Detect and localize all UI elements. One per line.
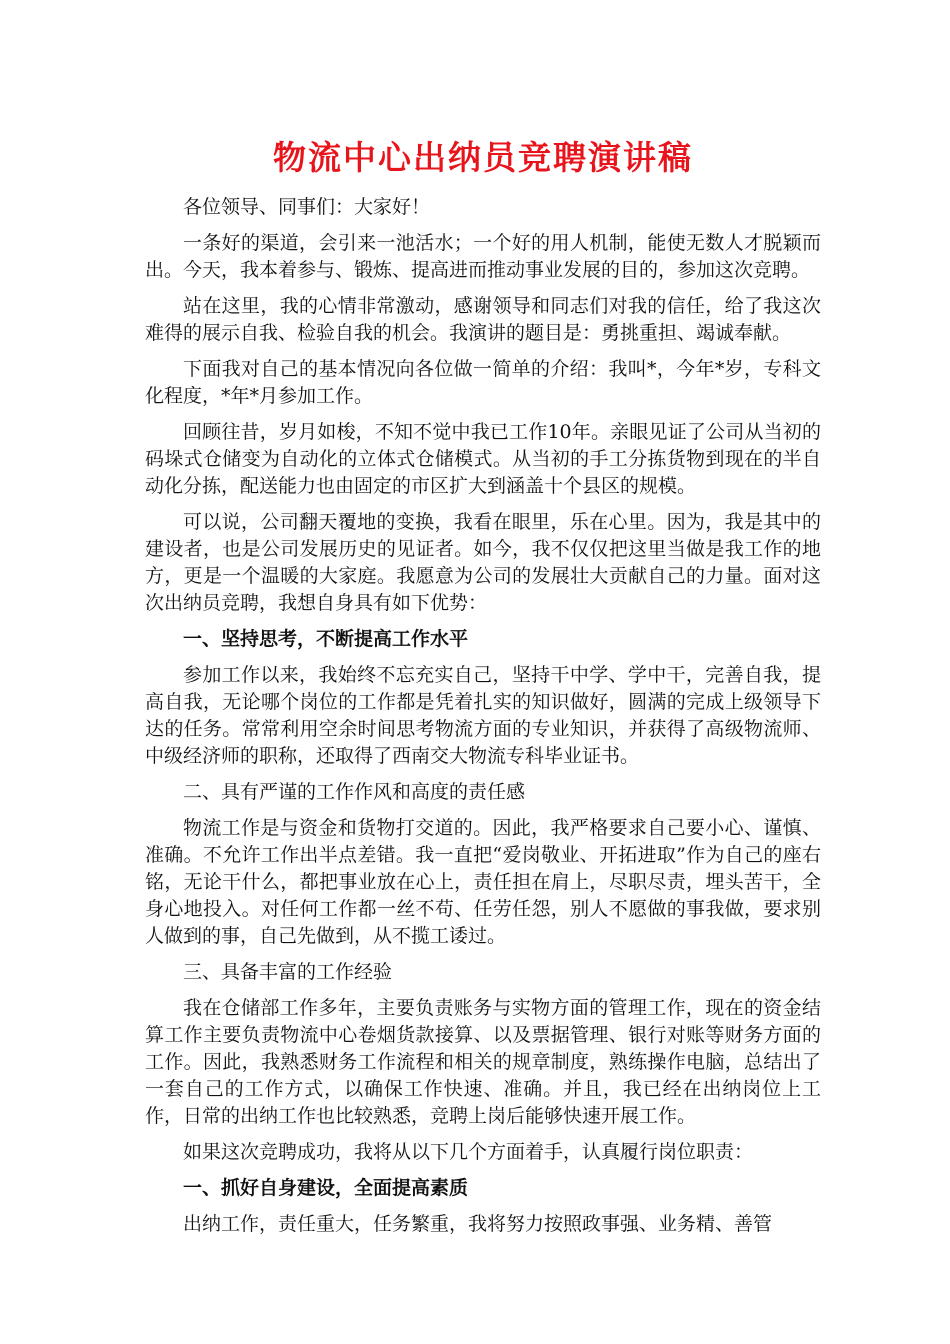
document-page bbox=[145, 128, 821, 1247]
paragraph: 我在仓储部工作多年，主要负责账务与实物方面的管理工作，现在的资金结算工作主要负责物流中心卷烟货款接算、以及票据管理、银行对账等财务方面的工作。因此，我熟悉财务工作流程和相关的规章制度，熟练操作电脑，总结出了一套自己的工作方式，以确保工作快速、准确。并且，我已经在出纳岗位上工作，日常的出纳工作也比较熟悉，竞聘上岗后能够快速开展工作。 bbox=[145, 997, 821, 1127]
paragraph: 回顾往昔，岁月如梭，不知不觉中我已工作10年。亲眼见证了公司从当初的码垛式仓储变为自动化的立体式仓储模式。从当初的手工分拣货物到现在的半自动化分拣，配送能力也由固定的市区扩大到涵盖十个县区的规模。 bbox=[145, 421, 821, 497]
paragraph: 如果这次竞聘成功，我将从以下几个方面着手，认真履行岗位职责： bbox=[183, 1141, 754, 1163]
paragraph: 各位领导、同事们：大家好！ bbox=[183, 196, 431, 218]
paragraph: 出纳工作，责任重大，任务繁重，我将努力按照政事强、业务精、善管 bbox=[183, 1213, 773, 1235]
paragraph: 参加工作以来，我始终不忘充实自己，坚持干中学、学中干，完善自我，提高自我，无论哪个岗位的工作都是凭着扎实的知识做好，圆满的完成上级领导下达的任务。常常利用空余时间思考物流方面的专业知识，并获得了高级物流师、中级经济师的职称，还取得了西南交大物流专科毕业证书。 bbox=[145, 664, 821, 767]
section-heading: 二、具有严谨的工作作风和高度的责任感 bbox=[183, 781, 526, 803]
section-heading: 一、抓好自身建设，全面提高素质 bbox=[183, 1177, 469, 1199]
paragraph: 站在这里，我的心情非常激动，感谢领导和同志们对我的信任，给了我这次难得的展示自我、检验自我的机会。我演讲的题目是：勇挑重担、竭诚奉献。 bbox=[145, 295, 821, 344]
document-title: 物流中心出纳员竞聘演讲稿 bbox=[273, 138, 693, 177]
paragraph: 可以说，公司翻天覆地的变换，我看在眼里，乐在心里。因为，我是其中的建设者，也是公司发展历史的见证者。如今，我不仅仅把这里当做是我工作的地方，更是一个温暖的大家庭。我愿意为公司的发展壮大贡献自己的力量。面对这次出纳员竞聘，我想自身具有如下优势： bbox=[145, 511, 821, 614]
document-body bbox=[145, 194, 821, 1238]
paragraph: 物流工作是与资金和货物打交道的。因此，我严格要求自己要小心、谨慎、准确。不允许工作出半点差错。我一直把“爱岗敬业、开拓进取”作为自己的座右铭，无论干什么，都把事业放在心上，责任担在肩上，尽职尽责，埋头苦干，全身心地投入。对任何工作都一丝不苟、任劳任怨，别人不愿做的事我做，要求别人做到的事，自己先做到，从不揽工诿过。 bbox=[145, 817, 821, 947]
paragraph: 下面我对自己的基本情况向各位做一简单的介绍：我叫*，今年*岁，专科文化程度，*年*月参加工作。 bbox=[145, 358, 821, 407]
paragraph: 一条好的渠道，会引来一池活水；一个好的用人机制，能使无数人才脱颖而出。今天，我本着参与、锻炼、提高进而推动事业发展的目的，参加这次竞聘。 bbox=[145, 232, 821, 281]
section-heading: 三、具备丰富的工作经验 bbox=[183, 961, 393, 983]
section-heading: 一、坚持思考，不断提高工作水平 bbox=[183, 628, 469, 650]
